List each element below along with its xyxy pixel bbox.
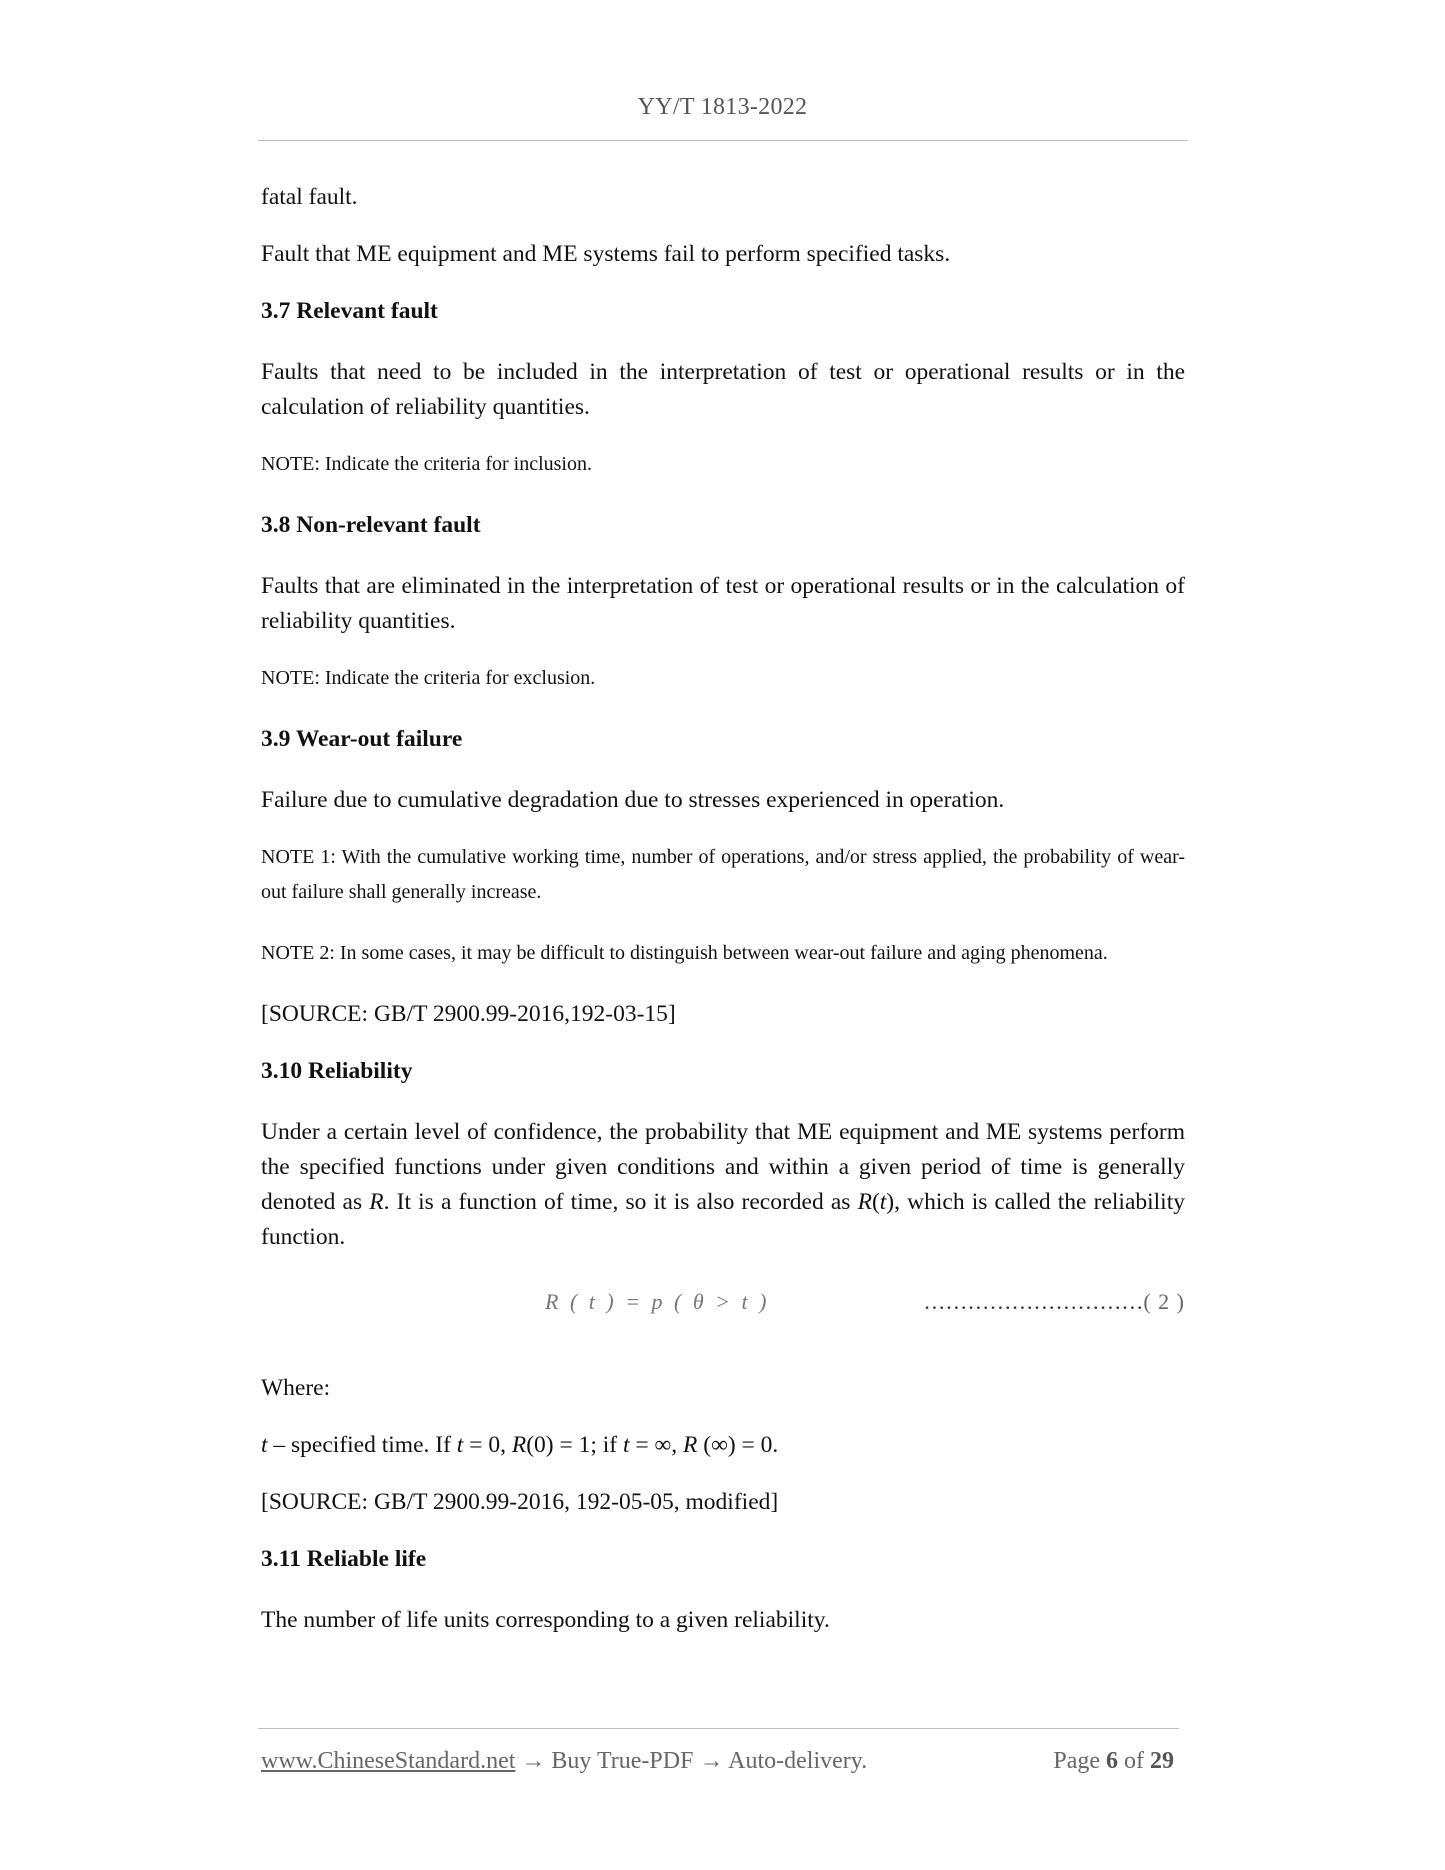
section-3-9-note-2: NOTE 2: In some cases, it may be difficult to distinguish between wear-out failure and aging phenomena. [261, 942, 1108, 964]
footer-divider [258, 1728, 1179, 1729]
arrow-right-icon: → [693, 1748, 729, 1774]
section-3-11-definition: The number of life units corresponding to a given reliability. [261, 1607, 830, 1633]
section-3-10-heading: 3.10 Reliability [261, 1058, 413, 1084]
formula-number: ( 2 ) [1143, 1289, 1185, 1314]
where-var-Rinf: R [683, 1432, 698, 1458]
arrow-right-icon: → [515, 1748, 552, 1774]
def-symbol-Rt-open: ( [871, 1189, 880, 1215]
where-label: Where: [261, 1375, 331, 1401]
where-var-R0: R [511, 1432, 527, 1458]
formula-leader-dots: ………………………… [923, 1289, 1144, 1314]
where-text-a: – specified time. If [267, 1432, 457, 1458]
section-3-9-note-1: NOTE 1: With the cumulative working time, number of operations, and/or stress applied, the probability of wear-out failure shall generally increase. [261, 846, 1185, 903]
fatal-fault-definition: Fault that ME equipment and ME systems fail to perform specified tasks. [261, 241, 951, 267]
where-var-t2: t [456, 1432, 464, 1458]
def-symbol-Rt-close: ) [886, 1189, 895, 1215]
page-indicator [1053, 1748, 1174, 1775]
def-text-c: , which is called the reliability function. [261, 1189, 1185, 1250]
formula-row [261, 1281, 1185, 1331]
section-3-10-source: [SOURCE: GB/T 2900.99-2016, 192-05-05, modified] [261, 1489, 779, 1515]
def-text-a: Under a certain level of confidence, the probability that ME equipment and ME systems perform the specified functions under given conditions and within a given period of time is generally denoted as [261, 1119, 1185, 1215]
def-symbol-R: R [369, 1189, 384, 1215]
page-of-label: of [1124, 1748, 1144, 1774]
fatal-fault-term: fatal fault. [261, 184, 358, 210]
section-3-9-source: [SOURCE: GB/T 2900.99-2016,192-03-15] [261, 1001, 676, 1027]
reliability-formula: R ( t ) = p ( θ > t ) [545, 1289, 770, 1314]
buy-pdf-text: Buy True-PDF [551, 1748, 694, 1774]
section-3-7-heading: 3.7 Relevant fault [261, 298, 438, 324]
section-3-8-note: NOTE: Indicate the criteria for exclusion. [261, 667, 596, 689]
where-text-b: = 0, [463, 1432, 512, 1458]
page-content [261, 180, 1185, 1660]
section-3-9-heading: 3.9 Wear-out failure [261, 726, 463, 752]
def-symbol-Rt-t: t [879, 1189, 887, 1215]
where-text-c: (0) = 1; if [526, 1432, 623, 1458]
page-current: 6 [1106, 1748, 1118, 1774]
where-text-d: = ∞, [629, 1432, 684, 1458]
auto-delivery-text: Auto-delivery. [728, 1748, 868, 1774]
document-code-header: YY/T 1813-2022 [637, 94, 808, 120]
section-3-8-definition: Faults that are eliminated in the interpretation of test or operational results or in the calculation of reliability quantities. [261, 573, 1185, 634]
section-3-7-note: NOTE: Indicate the criteria for inclusion. [261, 453, 592, 475]
section-3-8-heading: 3.8 Non-relevant fault [261, 512, 481, 538]
def-symbol-Rt-R: R [857, 1189, 872, 1215]
header-divider [258, 140, 1188, 141]
footer-promo [261, 1748, 867, 1775]
section-3-11-heading: 3.11 Reliable life [261, 1546, 427, 1572]
page-total: 29 [1150, 1748, 1174, 1774]
section-3-7-definition: Faults that need to be included in the interpretation of test or operational results or in the calculation of reliability quantities. [261, 359, 1185, 420]
section-3-9-definition: Failure due to cumulative degradation due to stresses experienced in operation. [261, 787, 1005, 813]
formula-number-wrap [923, 1289, 1185, 1315]
section-3-10-definition [261, 1115, 1185, 1255]
page-label: Page [1053, 1748, 1100, 1774]
site-link[interactable]: www.ChineseStandard.net [261, 1748, 516, 1774]
where-text-e: (∞) = 0. [697, 1432, 779, 1458]
where-var-t: t [261, 1432, 268, 1458]
where-var-t3: t [622, 1432, 630, 1458]
def-text-b: . It is a function of time, so it is also recorded as [383, 1189, 858, 1215]
where-t-definition [261, 1428, 1185, 1463]
